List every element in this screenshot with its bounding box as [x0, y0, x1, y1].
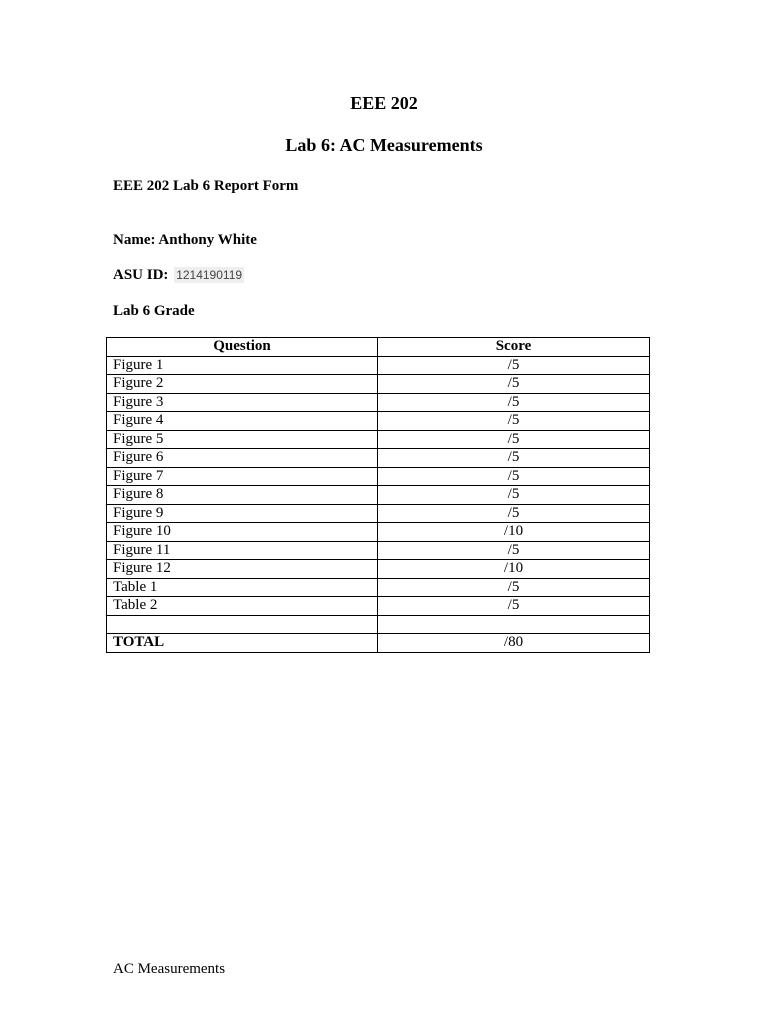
score-cell: /5 — [378, 412, 650, 431]
table-row — [107, 430, 650, 449]
report-form-title: EEE 202 Lab 6 Report Form — [113, 178, 299, 194]
question-cell: Figure 1 — [107, 356, 378, 375]
table-row — [107, 393, 650, 412]
question-cell: Figure 6 — [107, 449, 378, 468]
table-row — [107, 541, 650, 560]
table-row — [107, 449, 650, 468]
column-header-score: Score — [378, 338, 650, 357]
table-row — [107, 486, 650, 505]
page-footer: AC Measurements — [113, 961, 226, 977]
student-name: Name: Anthony White — [113, 232, 257, 248]
score-cell: /10 — [378, 523, 650, 542]
question-cell: Table 1 — [107, 578, 378, 597]
grade-table — [106, 337, 650, 653]
question-cell: Figure 10 — [107, 523, 378, 542]
question-cell: Figure 3 — [107, 393, 378, 412]
question-cell: Figure 7 — [107, 467, 378, 486]
table-row — [107, 560, 650, 579]
asu-id-value: 1214190119 — [176, 268, 243, 282]
table-row — [107, 504, 650, 523]
lab-title: Lab 6: AC Measurements — [285, 135, 483, 155]
column-header-question: Question — [107, 338, 378, 357]
table-row — [107, 356, 650, 375]
table-row — [107, 597, 650, 616]
score-cell: /5 — [378, 597, 650, 616]
question-cell: Figure 9 — [107, 504, 378, 523]
table-row — [107, 523, 650, 542]
question-cell: Table 2 — [107, 597, 378, 616]
asu-id-line — [113, 266, 244, 284]
table-row — [107, 467, 650, 486]
score-cell: /5 — [378, 467, 650, 486]
score-cell: /5 — [378, 578, 650, 597]
question-cell: Figure 5 — [107, 430, 378, 449]
total-score: /80 — [378, 634, 650, 653]
score-cell: /5 — [378, 486, 650, 505]
table-row — [107, 375, 650, 394]
question-cell: Figure 4 — [107, 412, 378, 431]
question-cell: Figure 8 — [107, 486, 378, 505]
question-cell: Figure 2 — [107, 375, 378, 394]
grade-heading: Lab 6 Grade — [113, 303, 195, 319]
course-title: EEE 202 — [350, 93, 418, 113]
total-label: TOTAL — [107, 634, 378, 653]
score-cell: /5 — [378, 430, 650, 449]
score-cell: /5 — [378, 393, 650, 412]
score-cell: /5 — [378, 375, 650, 394]
table-row — [107, 615, 650, 634]
table-row — [107, 412, 650, 431]
table-header-row — [107, 338, 650, 357]
table-row — [107, 578, 650, 597]
question-cell — [107, 615, 378, 634]
score-cell: /5 — [378, 504, 650, 523]
score-cell: /5 — [378, 541, 650, 560]
score-cell: /5 — [378, 356, 650, 375]
asu-id-label: ASU ID: — [113, 267, 169, 283]
score-cell: /10 — [378, 560, 650, 579]
total-row — [107, 634, 650, 653]
score-cell — [378, 615, 650, 634]
score-cell: /5 — [378, 449, 650, 468]
question-cell: Figure 11 — [107, 541, 378, 560]
question-cell: Figure 12 — [107, 560, 378, 579]
